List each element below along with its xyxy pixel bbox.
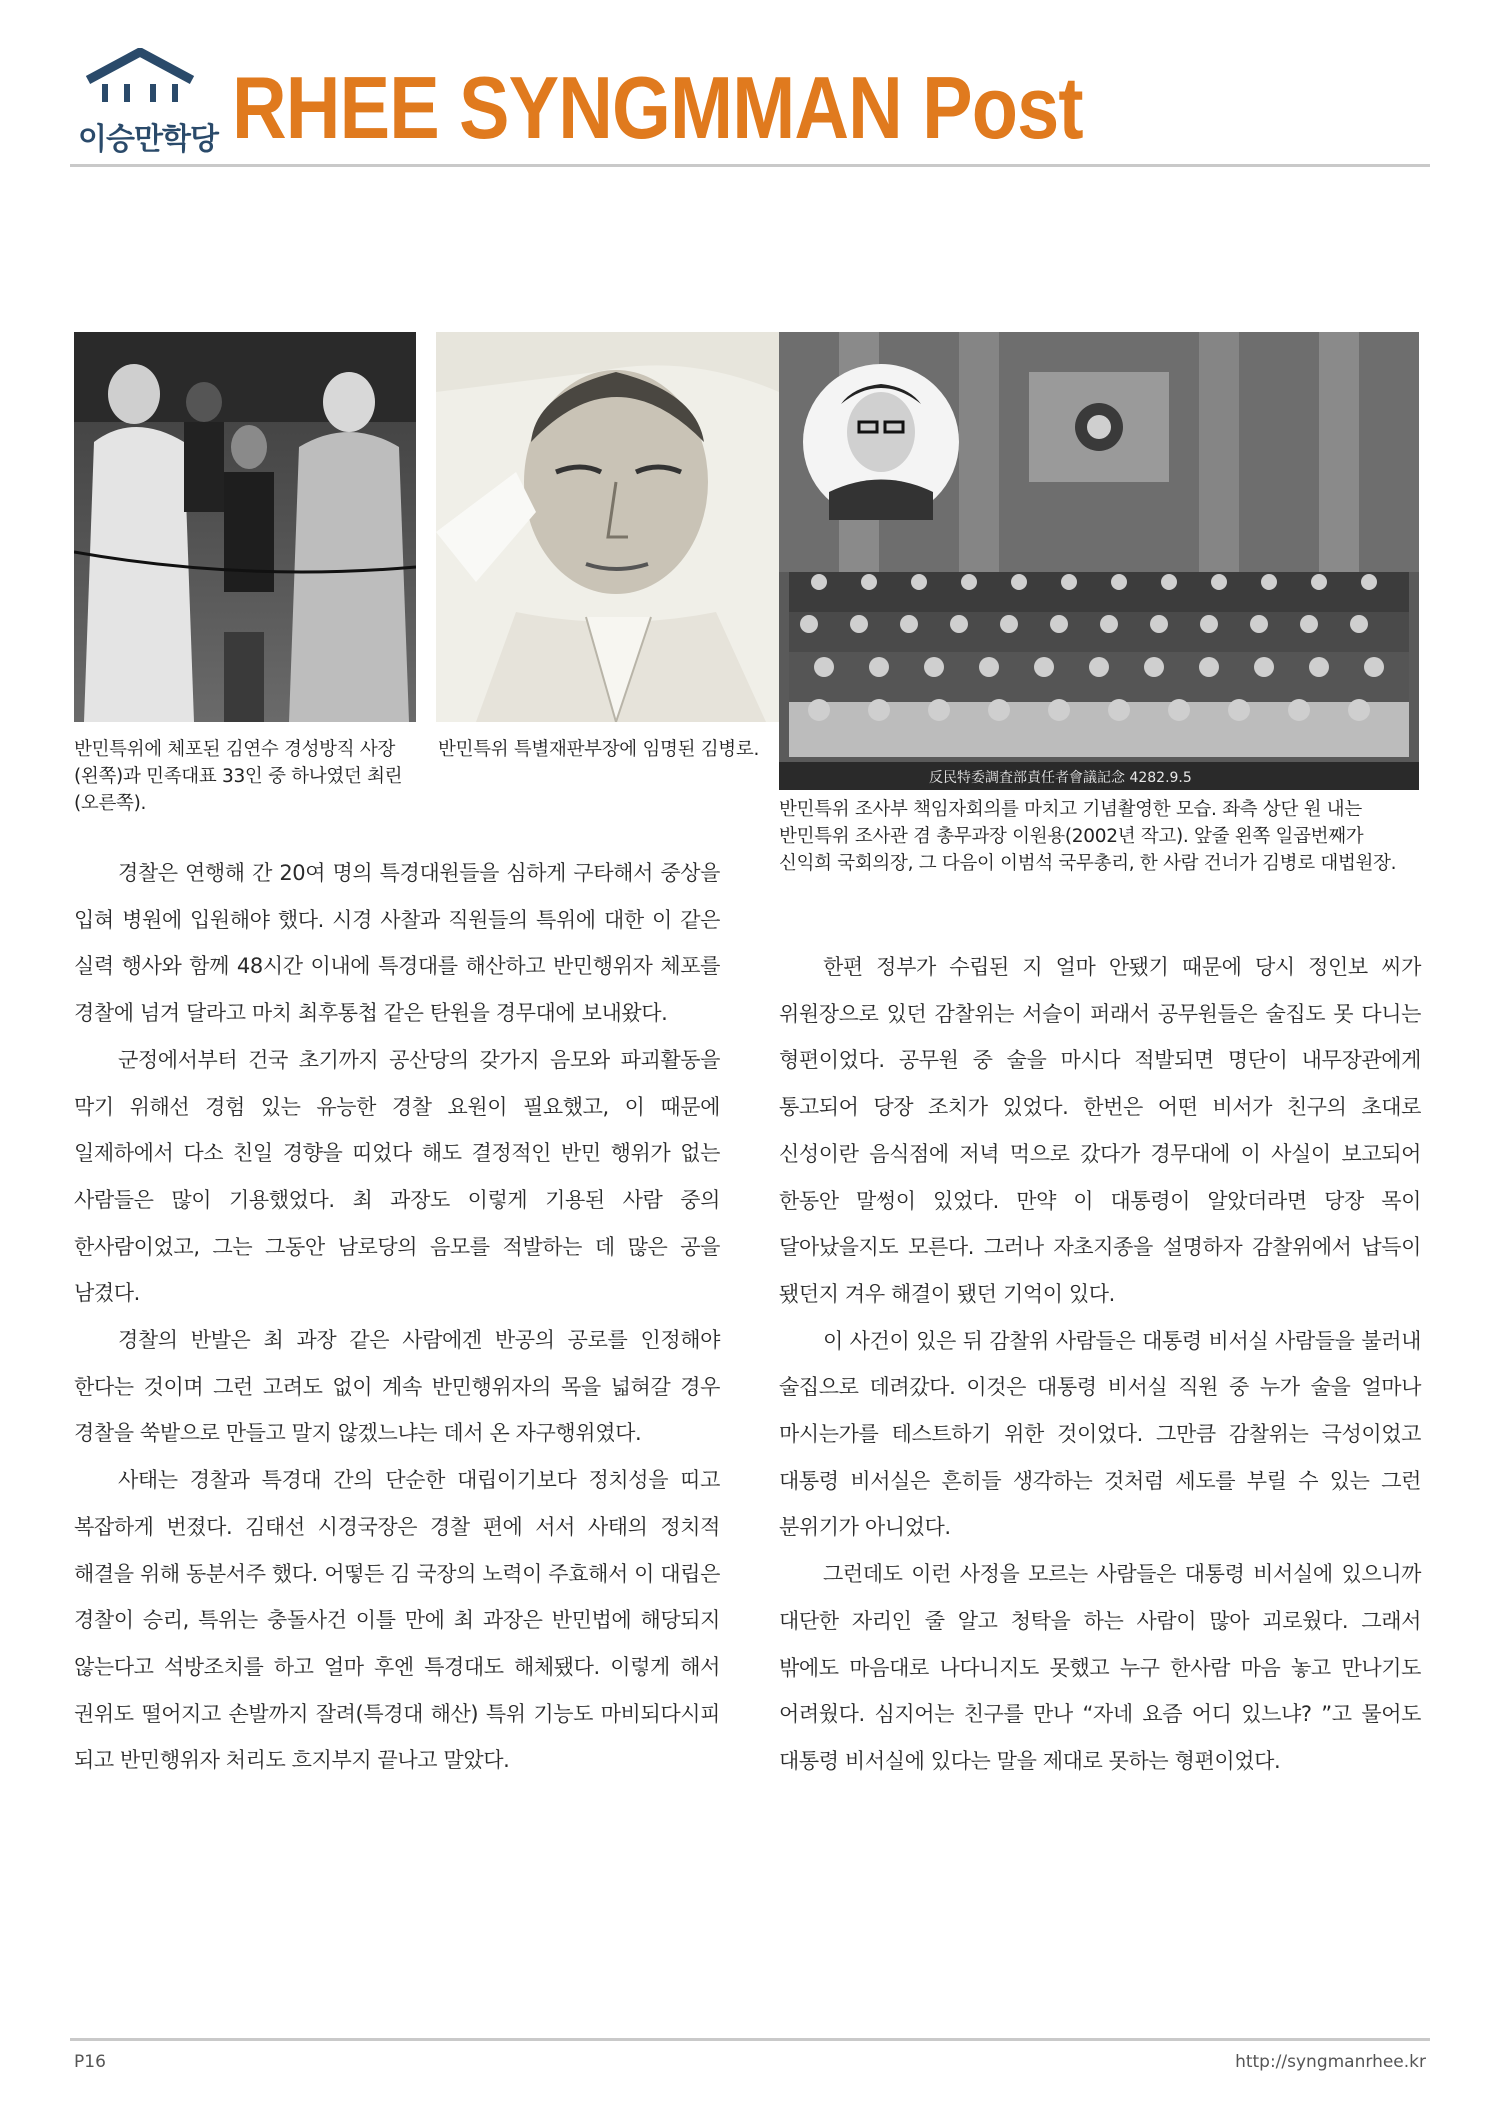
photo-arrest (74, 332, 416, 722)
paragraph: 한편 정부가 수립된 지 얼마 안됐기 때문에 당시 정인보 씨가 위원장으로 있던 감찰위는 서슬이 퍼래서 공무원들은 술집도 못 다니는 형편이었다. 공무원 중 술을 마시다 적발되면 명단이 내무장관에게 통고되어 당장 조치가 있었다. 한번은 어떤 비서가 친구의 초대로 신성이란 음식점에 저녁 먹으로 갔다가 경무대에 이 사실이 보고되어 한동안 말썽이 있었다. 만약 이 대통령이 알았더라면 당장 목이 달아났을지도 모른다. 그러나 자초지종을 설명하자 감찰위에서 납득이 됐던지 겨우 해결이 됐던 기억이 있다. (779, 955, 1421, 1306)
paragraph: 경찰의 반발은 최 과장 같은 사람에겐 반공의 공로를 인정해야 한다는 것이며 그런 고려도 없이 계속 반민행위자의 목을 넓혀갈 경우 경찰을 쑥밭으로 만들고 말지 않겠느냐는 데서 온 자구행위였다. (74, 1328, 720, 1446)
logo (68, 48, 228, 156)
article-column-right (779, 944, 1421, 1785)
article-column-left (74, 850, 720, 1784)
photo-inscription: 反民特委調査部責任者會議記念 4282.9.5 (929, 770, 1192, 786)
paragraph: 이 사건이 있은 뒤 감찰위 사람들은 대통령 비서실 사람들을 불러내 술집으로 데려갔다. 이것은 대통령 비서실 직원 중 누가 술을 얼마나 마시는가를 테스트하기 위한 것이었다. 그만큼 감찰위는 극성이었고 대통령 비서실은 흔히들 생각하는 것처럼 세도를 부릴 수 있는 그런 분위기가 아니었다. (779, 1328, 1421, 1540)
caption-arrest: 반민특위에 체포된 김연수 경성방직 사장(왼쪽)과 민족대표 33인 중 하나였던 최린(오른쪽). (74, 739, 403, 814)
footer-divider (70, 2038, 1430, 2041)
paragraph: 경찰은 연행해 간 20여 명의 특경대원들을 심하게 구타해서 중상을 입혀 병원에 입원해야 했다. 시경 사찰과 직원들의 특위에 대한 이 같은 실력 행사와 함께 48시간 이내에 특경대를 해산하고 반민행위자 체포를 경찰에 넘겨 달라고 마치 최후통첩 같은 탄원을 경무대에 보내왔다. (74, 861, 720, 1026)
site-url[interactable]: http://syngmanrhee.kr (1235, 2052, 1426, 2072)
paragraph: 그런데도 이런 사정을 모르는 사람들은 대통령 비서실에 있으니까 대단한 자리인 줄 알고 청탁을 하는 사람이 많아 괴로웠다. 그래서 밖에도 마음대로 나다니지도 못했고 누구 한사람 마음 놓고 만나기도 어려웠다. 심지어는 친구를 만나 “자네 요즘 어디 있느냐? ”고 물어도 대통령 비서실에 있다는 말을 제대로 못하는 형편이었다. (779, 1562, 1421, 1773)
caption-group: 반민특위 조사부 책임자회의를 마치고 기념촬영한 모습. 좌측 상단 원 내는 반민특위 조사관 겸 총무과장 이원용(2002년 작고). 앞줄 왼쪽 일곱번째가 신익희 국회의장, 그 다음이 이범석 국무총리, 한 사람 건너가 김병로 대법원장. (779, 799, 1397, 874)
header-divider (70, 164, 1430, 167)
page-number: P16 (74, 2052, 106, 2072)
masthead-title: RHEE SYNGMMAN Post (232, 58, 1083, 157)
photo-portrait (436, 332, 779, 722)
photo-group (779, 332, 1419, 790)
logo-text: 이승만학당 (78, 122, 218, 157)
house-logo-icon (80, 48, 200, 108)
page-header (0, 0, 1500, 170)
caption-portrait: 반민특위 특별재판부장에 임명된 김병로. (438, 739, 760, 760)
paragraph: 군정에서부터 건국 초기까지 공산당의 갖가지 음모와 파괴활동을 막기 위해선 경험 있는 유능한 경찰 요원이 필요했고, 이 때문에 일제하에서 다소 친일 경향을 띠었다 해도 결정적인 반민 행위가 없는 사람들은 많이 기용했었다. 최 과장도 이렇게 기용된 사람 중의 한사람이었고, 그는 그동안 남로당의 음모를 적발하는 데 많은 공을 남겼다. (74, 1047, 720, 1306)
paragraph: 사태는 경찰과 특경대 간의 단순한 대립이기보다 정치성을 띠고 복잡하게 번졌다. 김태선 시경국장은 경찰 편에 서서 사태의 정치적 해결을 위해 동분서주 했다. 어떻든 김 국장의 노력이 주효해서 이 대립은 경찰이 승리, 특위는 충돌사건 이틀 만에 최 과장은 반민법에 해당되지 않는다고 석방조치를 하고 얼마 후엔 특경대도 해체됐다. 이렇게 해서 권위도 떨어지고 손발까지 잘려(특경대 해산) 특위 기능도 마비되다시피 되고 반민행위자 처리도 흐지부지 끝나고 말았다. (74, 1468, 720, 1773)
